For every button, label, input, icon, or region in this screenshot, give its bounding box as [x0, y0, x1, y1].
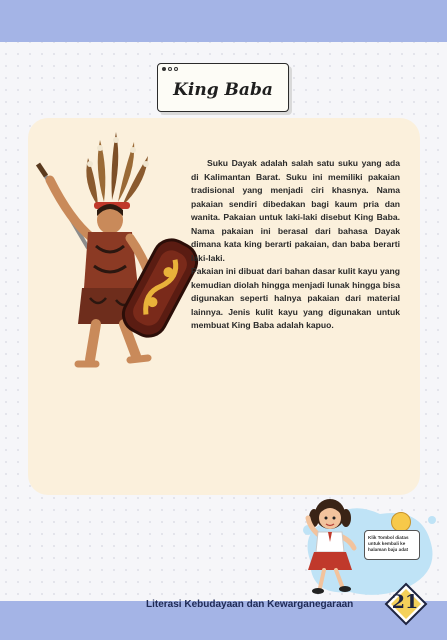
- paragraph-2: Pakaian ini dibuat dari bahan dasar kulit kayu yang kemudian diolah hingga menjadi lunak hingga bisa digunakan seperti halnya pakaian dari material lainnya. Jenis kulit kayu yang digunakan untuk membuat King Baba adalah kapuo.: [191, 266, 400, 330]
- back-note: Klik Tombol diatas untuk kembali ke halaman baju adat: [364, 530, 420, 560]
- title-box: [157, 63, 289, 112]
- page-number: 21: [391, 591, 419, 613]
- paragraph-1: Suku Dayak adalah salah satu suku yang ada di Kalimantan Barat. Suku ini memiliki pakaian tradisional yang menjadi ciri khasnya. Nama pakaian sendiri dibedakan bagi kaum pria dan wanita. Pakaian untuk laki-laki disebut King Baba. Nama pakaian ini berasal dari bahasa Dayak dimana kata king berarti pakaian, dan baba berarti laki-laki.: [191, 158, 400, 263]
- student-girl-illustration: [300, 496, 362, 596]
- body-text: [191, 157, 400, 333]
- page-title: King Baba: [173, 80, 273, 100]
- window-dots-icon: [162, 67, 178, 71]
- dayak-warrior-illustration: [30, 128, 200, 368]
- top-band: [0, 0, 447, 42]
- footer-title: Literasi Kebudayaan dan Kewarganegaraan: [146, 599, 354, 610]
- gold-circle-button[interactable]: [391, 512, 411, 532]
